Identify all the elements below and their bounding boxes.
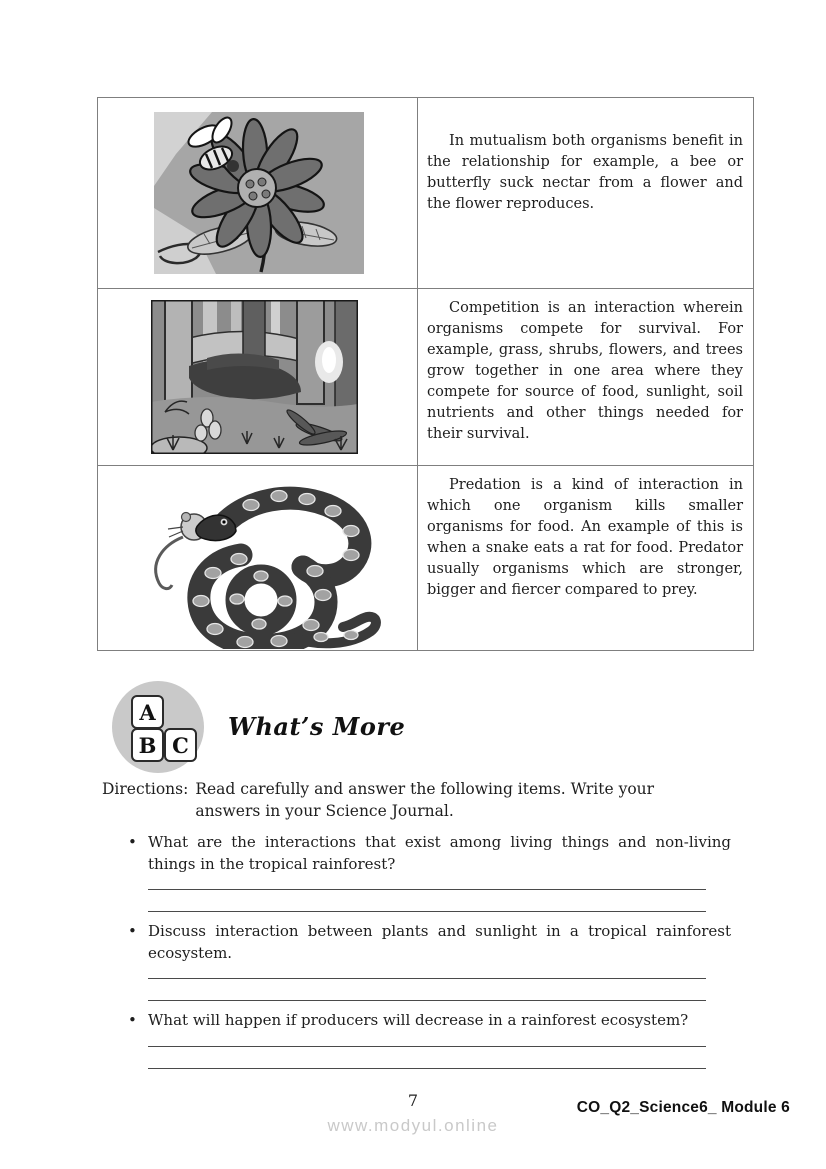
answer-line	[148, 890, 706, 912]
question-item	[125, 921, 733, 1001]
bullet-icon: •	[128, 922, 137, 940]
directions-text: Read carefully and answer the following items. Write your answers in your Science Journal.	[195, 780, 655, 820]
question-item	[125, 1010, 733, 1069]
bullet-icon: •	[128, 833, 137, 851]
bee-on-flower-image	[154, 112, 364, 274]
question-text: What are the interactions that exist among living things and non-living things in the tropical rainforest?	[148, 833, 731, 873]
predation-text-cell	[418, 466, 754, 651]
predation-text: Predation is a kind of interaction in which one organism kills smaller organisms for food. An example of this is when a snake eats a rat for food. Predator usually organisms which are stronger, bigger and fiercer compared to prey.	[427, 477, 743, 598]
directions-label: Directions:	[102, 780, 189, 798]
question-list	[125, 832, 733, 1078]
rainforest-scene-image	[151, 300, 358, 454]
abc-block-c: C	[164, 728, 197, 762]
answer-line	[148, 1032, 706, 1047]
mutualism-image-cell	[98, 98, 418, 289]
abc-block-a: A	[131, 695, 164, 729]
interactions-table	[97, 97, 754, 651]
abc-block-b: B	[131, 728, 164, 762]
directions	[102, 779, 718, 822]
snake-eating-rat-image	[139, 479, 389, 649]
mutualism-text: In mutualism both organisms benefit in the relationship for example, a bee or butterfly suck nectar from a flower and the flower reproduces.	[427, 133, 743, 212]
table-row	[98, 289, 754, 466]
answer-line	[148, 964, 706, 979]
table-row	[98, 98, 754, 289]
question-item	[125, 832, 733, 912]
competition-text-cell	[418, 289, 754, 466]
table-row	[98, 466, 754, 651]
section-heading: What’s More	[228, 712, 406, 741]
mutualism-text-cell	[418, 98, 754, 289]
predation-image-cell	[98, 466, 418, 651]
question-text: Discuss interaction between plants and sunlight in a tropical rainforest ecosystem.	[148, 922, 731, 962]
answer-line	[148, 1047, 706, 1069]
module-code: CO_Q2_Science6_ Module 6	[576, 1099, 790, 1116]
answer-line	[148, 875, 706, 890]
watermark: www.modyul.online	[327, 1116, 499, 1135]
competition-text: Competition is an interaction wherein organisms compete for survival. For example, grass, shrubs, flowers, and trees grow together in one area where they compete for source of food, sunlight, soil nutrients and other things needed for their survival.	[427, 300, 743, 442]
abc-blocks-icon	[112, 681, 204, 773]
page-number: 7	[407, 1091, 419, 1110]
bullet-icon: •	[128, 1011, 137, 1029]
competition-image-cell	[98, 289, 418, 466]
answer-line	[148, 979, 706, 1001]
question-text: What will happen if producers will decrease in a rainforest ecosystem?	[148, 1011, 689, 1029]
